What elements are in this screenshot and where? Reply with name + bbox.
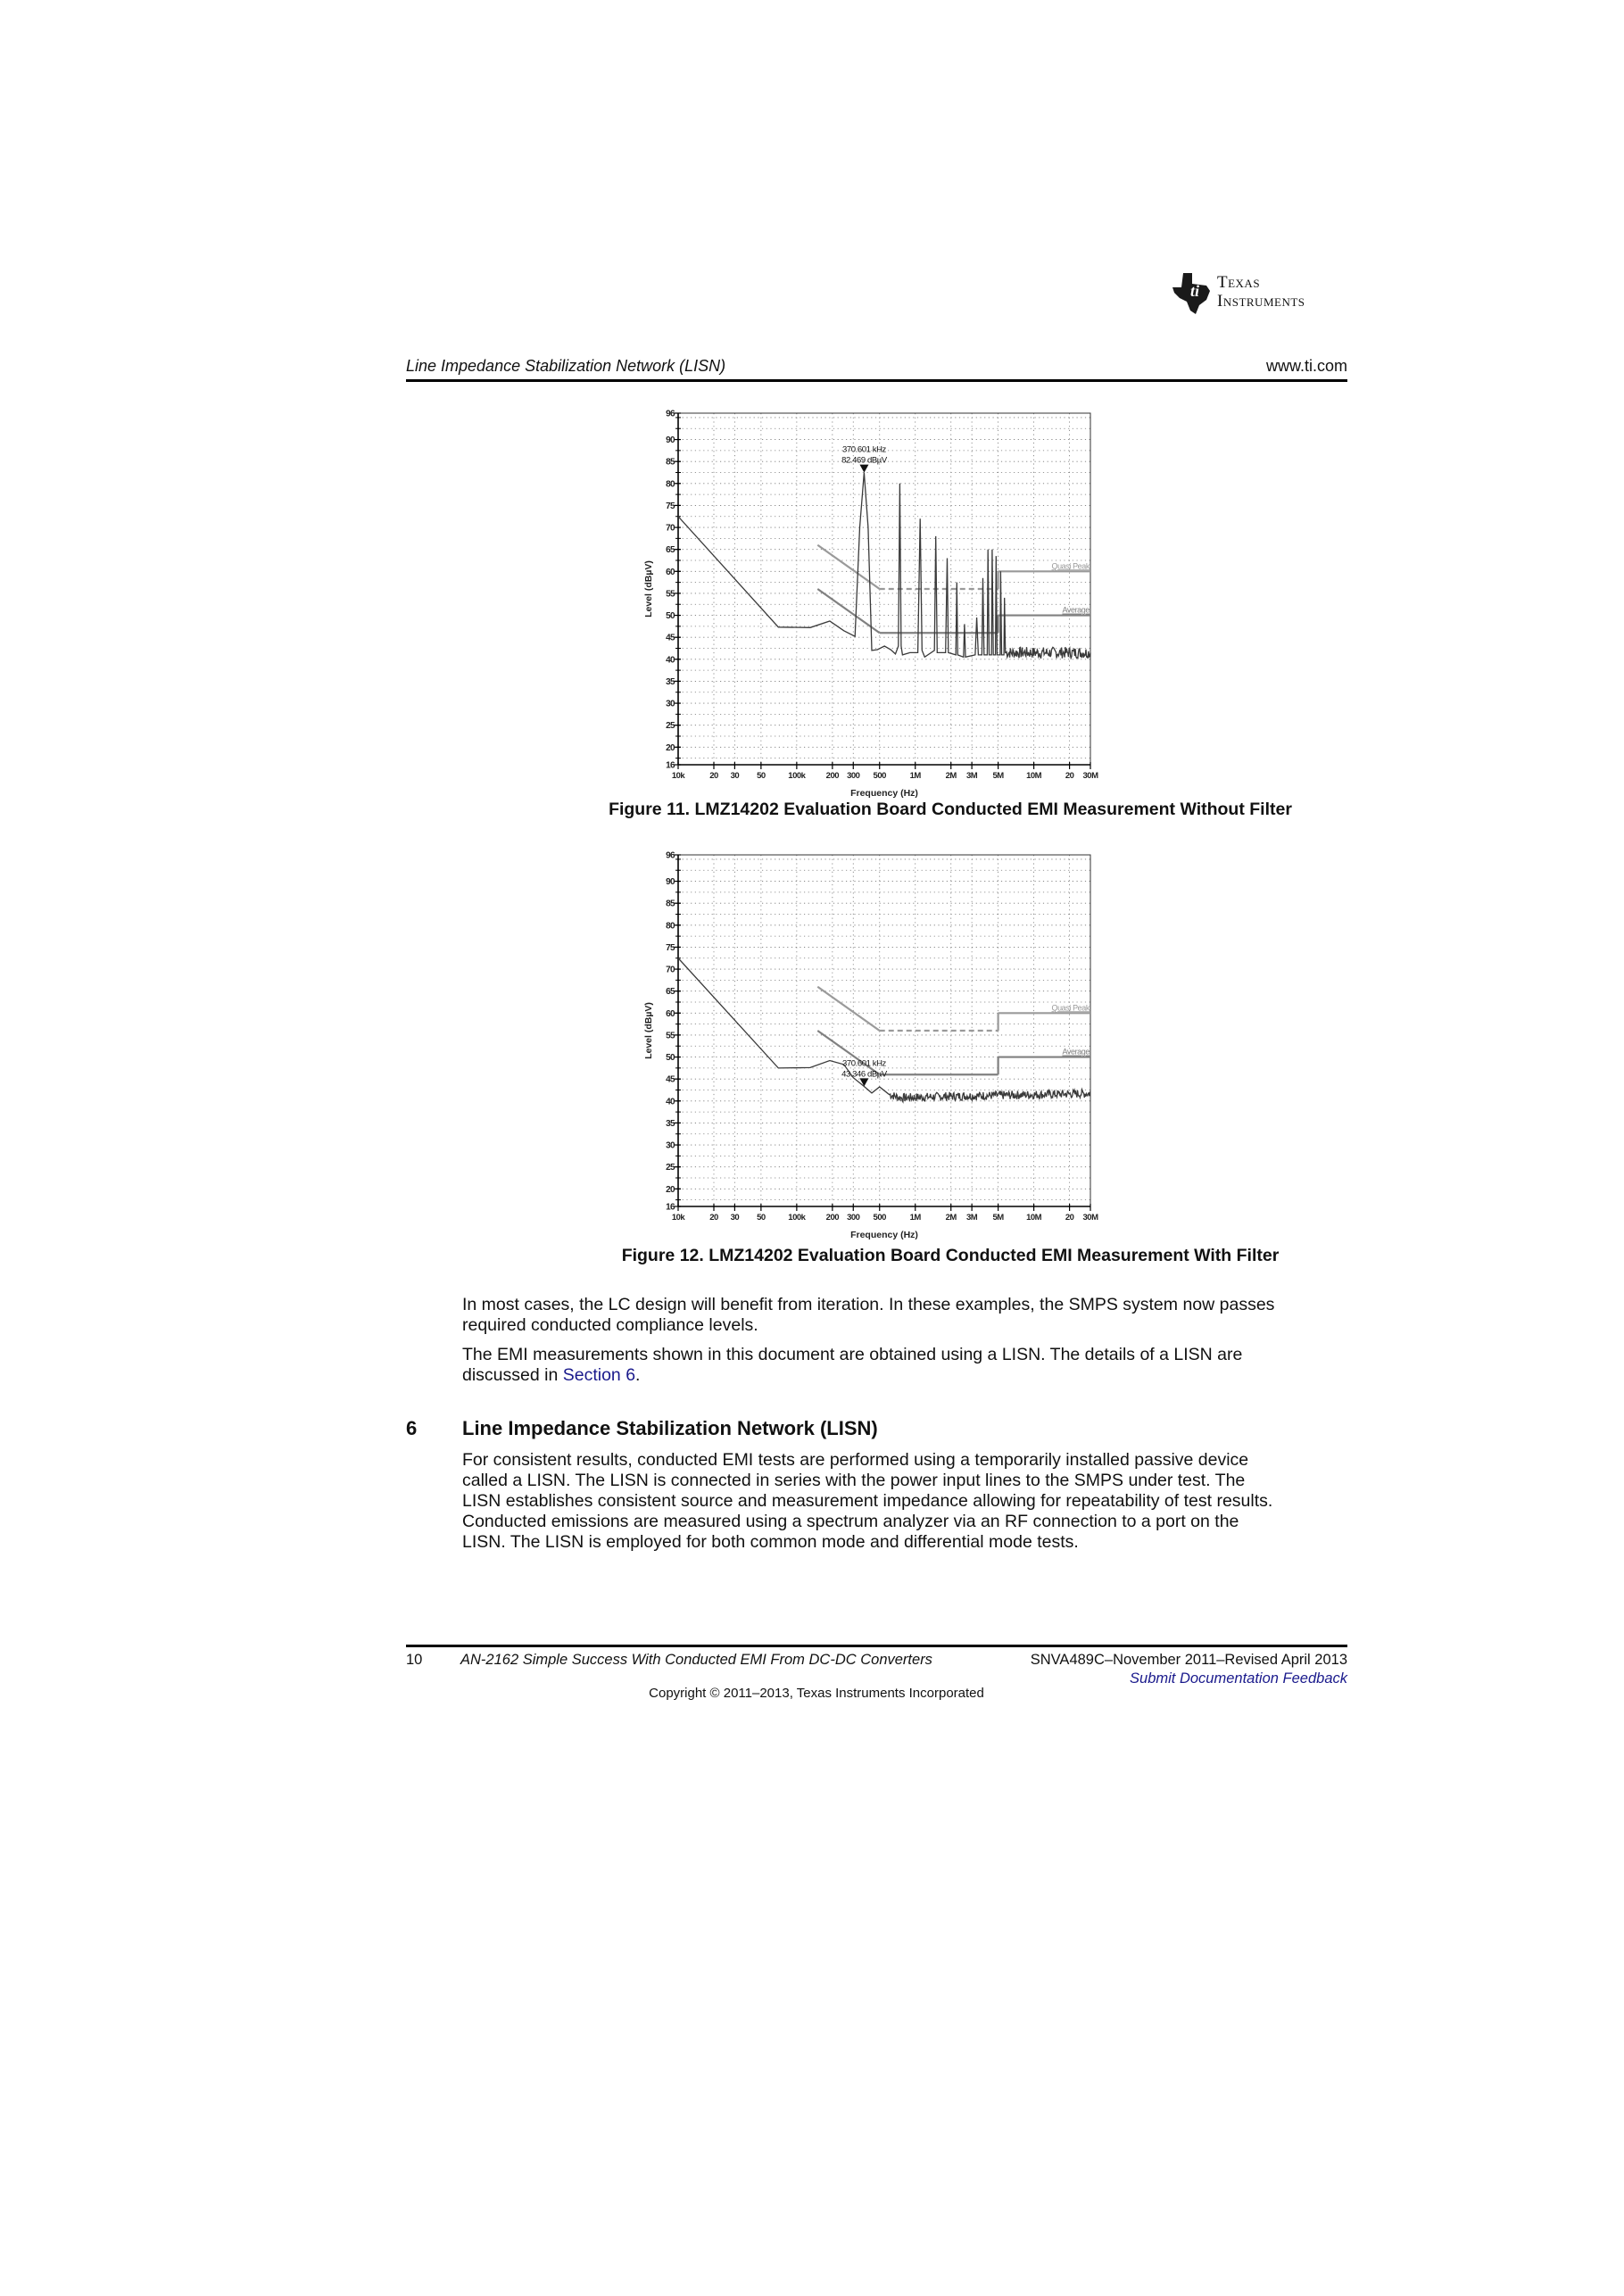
y-tick-label: 40: [666, 655, 675, 666]
text-line: LISN. The LISN is employed for both common mode and differential mode tests.: [462, 1532, 1079, 1552]
limit-line-segment: [817, 987, 879, 1031]
footer-rule: [406, 1645, 1347, 1647]
y-tick-label: 90: [666, 435, 675, 446]
x-axis-label: Frequency (Hz): [850, 1230, 918, 1240]
text-line: In most cases, the LC design will benefit from iteration. In these examples, the SMPS system now passes: [462, 1295, 1275, 1314]
limit-label: Average: [1062, 1047, 1090, 1057]
y-tick-label: 60: [666, 567, 675, 577]
x-tick-label: 30: [730, 1213, 740, 1223]
figure-12-caption: Figure 12. LMZ14202 Evaluation Board Conducted EMI Measurement With Filter: [621, 1246, 1280, 1265]
x-tick-label: 300: [847, 771, 860, 781]
submit-feedback-link[interactable]: Submit Documentation Feedback: [1130, 1670, 1347, 1687]
y-tick-label: 65: [666, 987, 675, 998]
y-tick-label: 35: [666, 676, 675, 687]
svg-text:ti: ti: [1190, 282, 1200, 300]
ti-logo: [1171, 269, 1349, 321]
x-tick-label: 50: [757, 771, 766, 781]
y-tick-label: 80: [666, 921, 675, 932]
x-tick-label: 50: [757, 1213, 766, 1223]
y-tick-label: 16: [666, 760, 675, 771]
footer-doc-title: AN-2162 Simple Success With Conducted EMI From DC-DC Converters: [460, 1652, 932, 1668]
x-tick-label: 20: [1065, 1213, 1074, 1223]
paragraph-iteration: [462, 1295, 1274, 1336]
page-number: 10: [406, 1652, 423, 1668]
x-tick-label: 20: [709, 1213, 718, 1223]
header-url[interactable]: www.ti.com: [1265, 357, 1347, 375]
y-tick-label: 65: [666, 545, 675, 556]
y-tick-label: 50: [666, 1053, 675, 1064]
y-tick-label: 96: [666, 850, 675, 861]
y-tick-label: 80: [666, 479, 675, 490]
x-tick-label: 20: [1065, 771, 1074, 781]
x-tick-label: 30M: [1082, 1213, 1098, 1223]
x-tick-label: 10k: [671, 1213, 685, 1223]
y-tick-label: 45: [666, 633, 675, 643]
y-tick-label: 90: [666, 877, 675, 888]
x-tick-label: 30: [730, 771, 740, 781]
y-tick-label: 25: [666, 1163, 675, 1173]
y-tick-label: 85: [666, 457, 675, 468]
x-tick-label: 5M: [992, 771, 1004, 781]
x-tick-label: 1M: [909, 1213, 921, 1223]
measurement-trace: [678, 473, 1090, 659]
marker-triangle-icon: [859, 1078, 868, 1086]
header-section-title: Line Impedance Stabilization Network (LISN): [406, 357, 726, 375]
x-tick-label: 200: [825, 771, 840, 781]
logo-text-line2: Instruments: [1217, 292, 1305, 311]
y-tick-label: 30: [666, 1140, 675, 1151]
text-fragment: .: [635, 1365, 641, 1385]
marker-level-label: 43.346 dBµV: [841, 1069, 887, 1080]
marker-frequency-label: 370.601 kHz: [841, 444, 886, 455]
y-tick-label: 20: [666, 742, 675, 753]
y-tick-label: 70: [666, 965, 675, 975]
text-line: required conducted compliance levels.: [462, 1315, 758, 1335]
header-rule: [406, 379, 1347, 382]
x-tick-label: 30M: [1082, 771, 1098, 781]
y-tick-label: 50: [666, 611, 675, 622]
text-line: LISN establishes consistent source and measurement impedance allowing for repeatability of test results.: [462, 1491, 1273, 1511]
y-tick-label: 35: [666, 1118, 675, 1129]
marker-triangle-icon: [859, 465, 868, 473]
x-tick-label: 10k: [671, 771, 685, 781]
y-tick-label: 16: [666, 1202, 675, 1213]
x-tick-label: 20: [709, 771, 718, 781]
x-tick-label: 100k: [788, 1213, 806, 1223]
y-tick-label: 75: [666, 942, 675, 953]
limit-label: Quasi Peak: [1051, 561, 1090, 571]
y-tick-label: 40: [666, 1097, 675, 1107]
section-title: Line Impedance Stabilization Network (LISN): [462, 1417, 878, 1439]
marker-frequency-label: 370.601 kHz: [841, 1058, 886, 1069]
section-number: 6: [406, 1417, 418, 1439]
footer-doc-id: SNVA489C–November 2011–Revised April 2013: [1030, 1652, 1347, 1668]
y-tick-label: 96: [666, 409, 675, 419]
text-line: Conducted emissions are measured using a spectrum analyzer via an RF connection to a port on the: [462, 1512, 1239, 1531]
text-line: The EMI measurements shown in this document are obtained using a LISN. The details of a LISN are: [462, 1345, 1243, 1364]
x-tick-label: 3M: [966, 771, 978, 781]
y-axis-label: Level (dBµV): [643, 560, 654, 618]
x-tick-label: 10M: [1026, 1213, 1042, 1223]
paragraph-lisn-reference: [462, 1345, 1242, 1386]
y-tick-label: 55: [666, 1031, 675, 1041]
ti-state-icon: [1171, 271, 1214, 316]
x-tick-label: 1M: [909, 771, 921, 781]
y-tick-label: 85: [666, 899, 675, 909]
x-tick-label: 300: [847, 1213, 860, 1223]
y-tick-label: 60: [666, 1008, 675, 1019]
y-tick-label: 20: [666, 1184, 675, 1195]
figure-11-chart: [625, 393, 1124, 803]
text-fragment: discussed in: [462, 1365, 563, 1385]
y-tick-label: 30: [666, 699, 675, 709]
x-tick-label: 3M: [966, 1213, 978, 1223]
limit-label: Quasi Peak: [1051, 1003, 1090, 1013]
y-tick-label: 75: [666, 501, 675, 511]
x-tick-label: 2M: [945, 1213, 957, 1223]
x-tick-label: 500: [873, 771, 886, 781]
paragraph-lisn-description: [462, 1450, 1272, 1553]
y-tick-label: 25: [666, 721, 675, 732]
x-tick-label: 100k: [788, 771, 806, 781]
x-axis-label: Frequency (Hz): [850, 788, 918, 799]
figure-12-chart: [625, 834, 1124, 1249]
figure-11-caption: Figure 11. LMZ14202 Evaluation Board Conducted EMI Measurement Without Filter: [609, 800, 1292, 819]
y-tick-label: 55: [666, 589, 675, 600]
footer-copyright: Copyright © 2011–2013, Texas Instruments Incorporated: [649, 1686, 984, 1701]
text-line: For consistent results, conducted EMI tests are performed using a temporarily installed passive device: [462, 1450, 1249, 1470]
text-line: called a LISN. The LISN is connected in series with the power input lines to the SMPS under test. The: [462, 1471, 1246, 1490]
x-tick-label: 5M: [992, 1213, 1004, 1223]
x-tick-label: 10M: [1026, 771, 1042, 781]
limit-label: Average: [1062, 605, 1090, 615]
x-tick-label: 500: [873, 1213, 886, 1223]
x-tick-label: 2M: [945, 771, 957, 781]
y-axis-label: Level (dBµV): [643, 1002, 654, 1059]
section-6-link[interactable]: Section 6: [562, 1365, 636, 1385]
logo-text-line1: Texas: [1217, 273, 1261, 292]
y-tick-label: 70: [666, 523, 675, 534]
y-tick-label: 45: [666, 1074, 675, 1085]
x-tick-label: 200: [825, 1213, 840, 1223]
marker-level-label: 82.469 dBµV: [841, 455, 887, 466]
